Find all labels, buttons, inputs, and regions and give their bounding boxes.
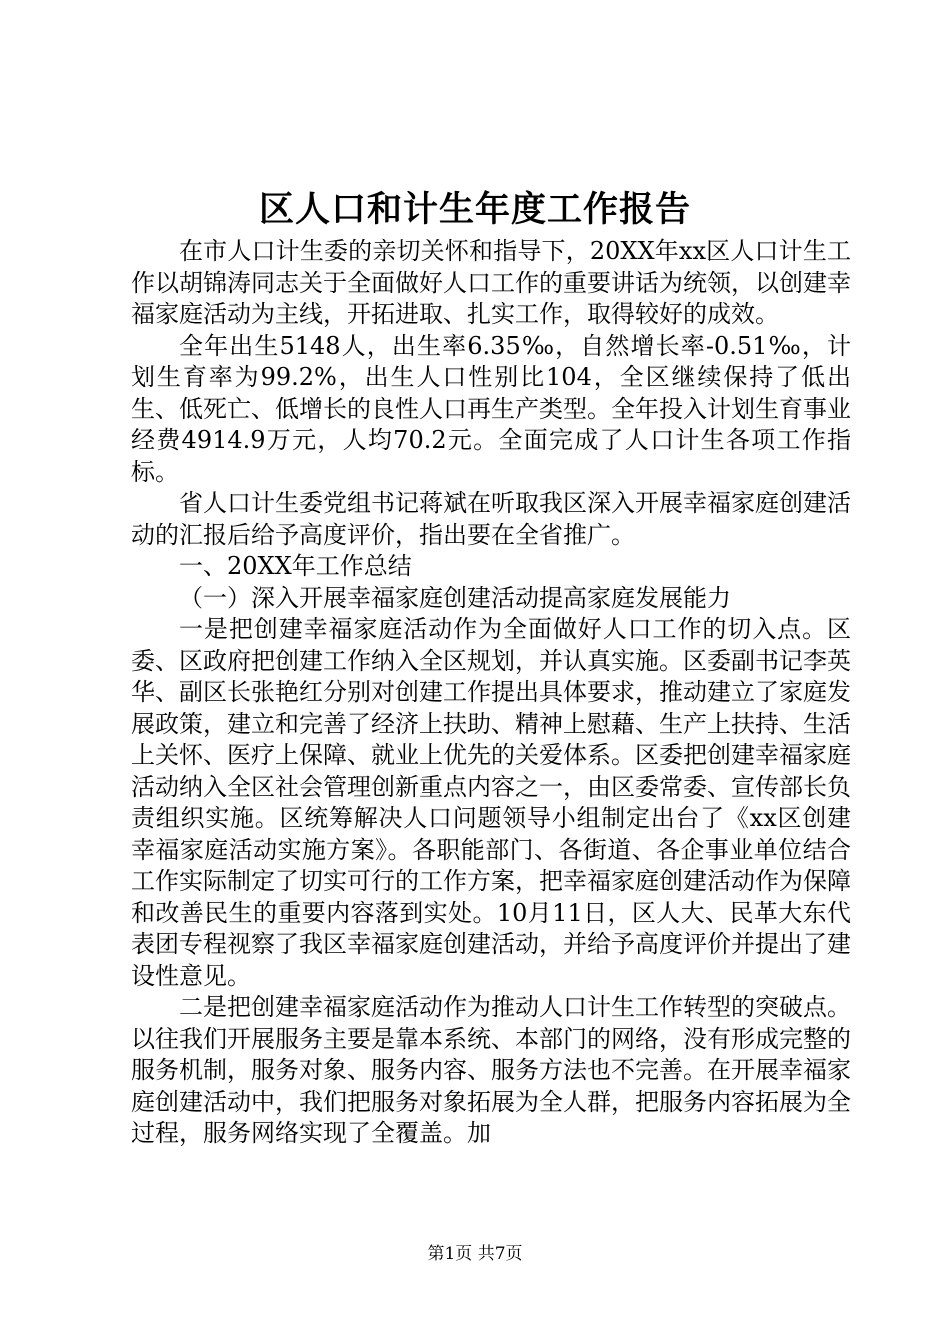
subsection-heading: （一）深入开展幸福家庭创建活动提高家庭发展能力 [179,583,731,612]
section-heading: 一、20XX年工作总结 [179,552,412,580]
page-footer: 第1页 共7页 [427,1244,523,1264]
document-body [131,236,851,1150]
paragraph-statistics: 全年出生5148人，出生率6.35‰，自然增长率-0.51‰，计划生育率为99.2%，出生人口性别比104，全区继续保持了低出生、低死亡、低增长的良性人口再生产类型。全年投入计划生育事业经费4914.9万元，人均70.2元。全面完成了人口计生各项工作指标。 [131,331,851,486]
paragraph-point-one: 一是把创建幸福家庭活动作为全面做好人口工作的切入点。区委、区政府把创建工作纳入全区规划，并认真实施。区委副书记李英华、副区长张艳红分别对创建工作提出具体要求，推动建立了家庭发展政策，建立和完善了经济上扶助、精神上慰藉、生产上扶持、生活上关怀、医疗上保障、就业上优先的关爱体系。区委把创建幸福家庭活动纳入全区社会管理创新重点内容之一，由区委常委、宣传部长负责组织实施。区统筹解决人口问题领导小组制定出台了《xx区创建幸福家庭活动实施方案》。各职能部门、各街道、各企事业单位结合工作实际制定了切实可行的工作方案，把幸福家庭创建活动作为保障和改善民生的重要内容落到实处。10月11日，区人大、民革大东代表团专程视察了我区幸福家庭创建活动，并给予高度评价并提出了建设性意见。 [131,615,851,990]
paragraph-point-two: 二是把创建幸福家庭活动作为推动人口计生工作转型的突破点。以往我们开展服务主要是靠本系统、本部门的网络，没有形成完整的服务机制，服务对象、服务内容、服务方法也不完善。在开展幸福家庭创建活动中，我们把服务对象拓展为全人群，把服务内容拓展为全过程，服务网络实现了全覆盖。加 [131,993,851,1147]
document-title: 区人口和计生年度工作报告 [258,189,691,230]
paragraph-evaluation: 省人口计生委党组书记蒋斌在听取我区深入开展幸福家庭创建活动的汇报后给予高度评价，指出要在全省推广。 [131,489,851,549]
paragraph-intro: 在市人口计生委的亲切关怀和指导下，20XX年xx区人口计生工作以胡锦涛同志关于全面做好人口工作的重要讲话为统领，以创建幸福家庭活动为主线，开拓进取、扎实工作，取得较好的成效。 [131,237,851,328]
